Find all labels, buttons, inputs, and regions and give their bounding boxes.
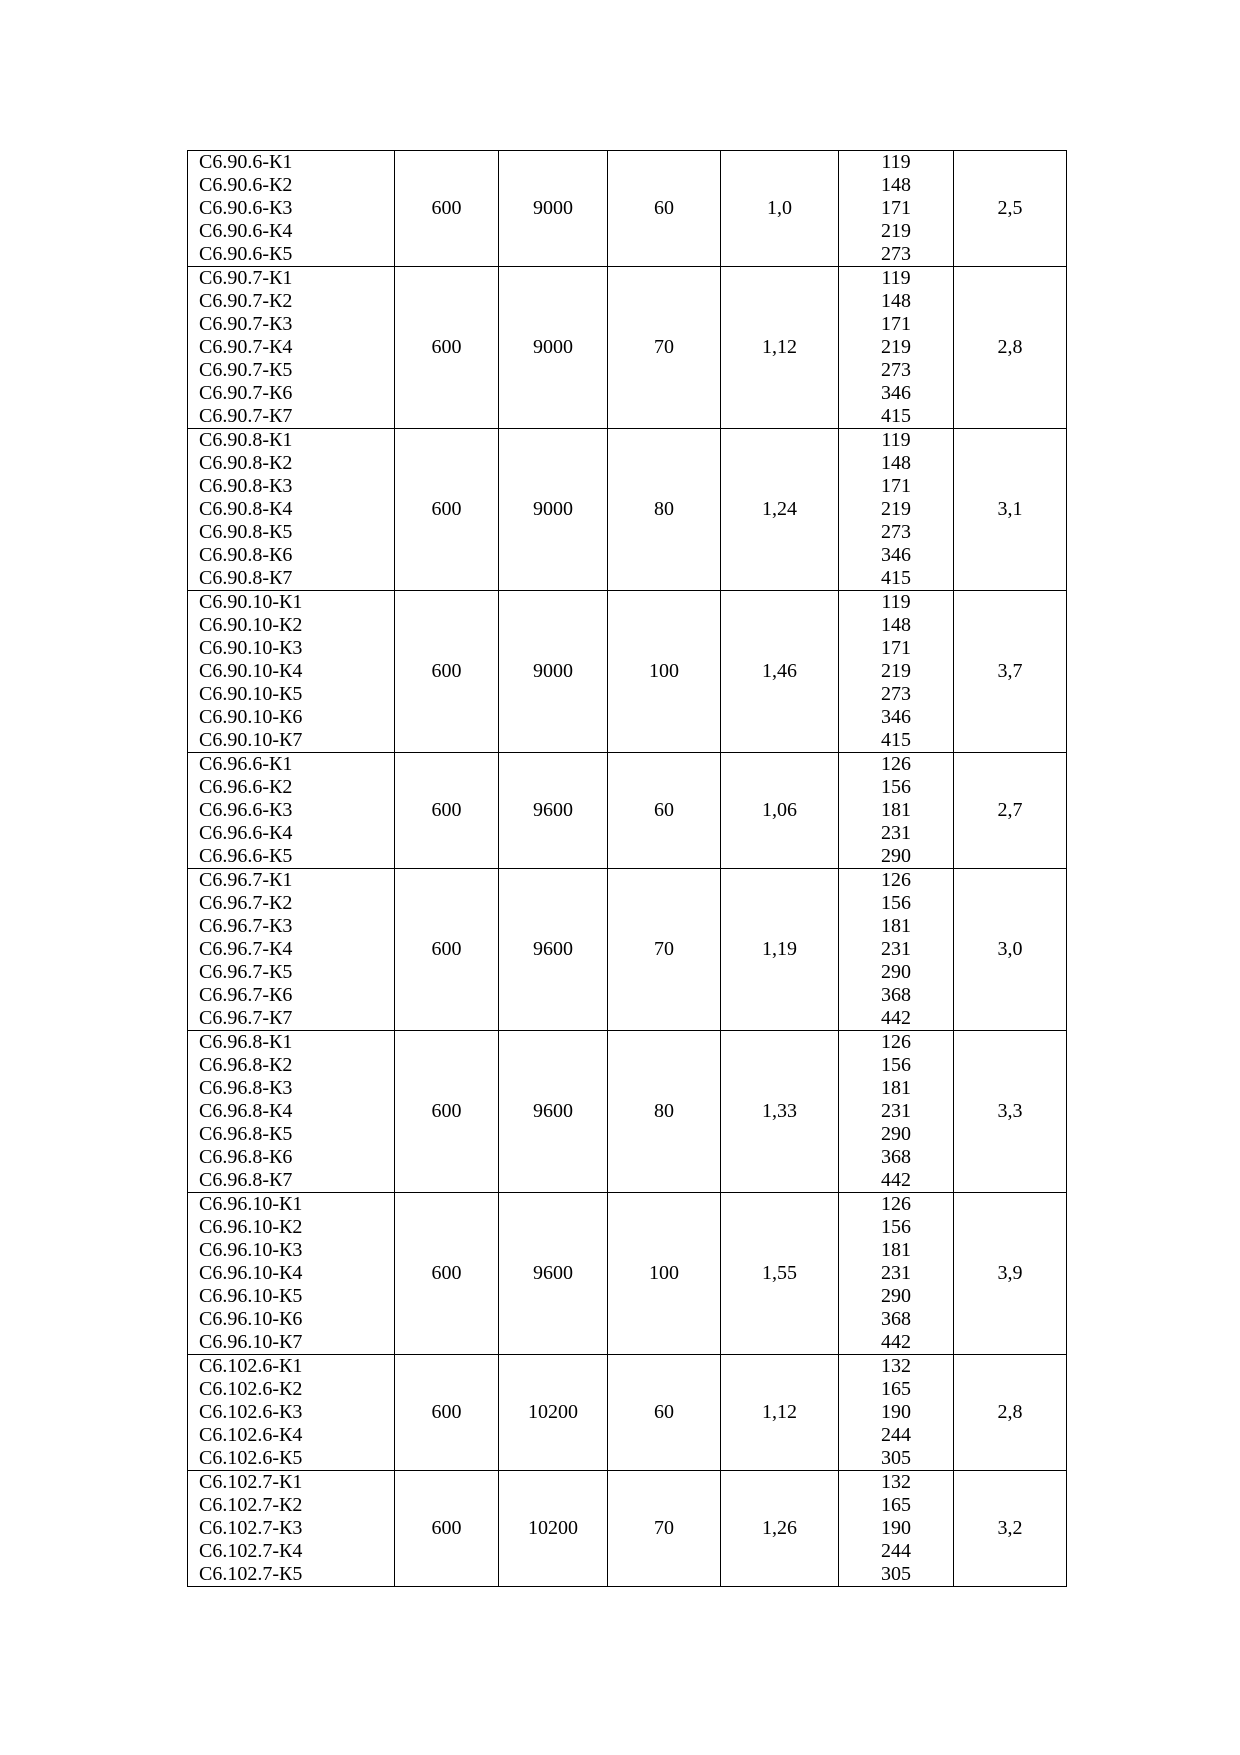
load-value: 231 xyxy=(881,1100,911,1122)
mass-cell: 3,2 xyxy=(954,1471,1067,1587)
product-mark: С6.96.7-К5 xyxy=(199,961,293,983)
load-value: 305 xyxy=(881,1563,911,1585)
product-mark: С6.96.8-К3 xyxy=(199,1077,293,1099)
product-mark: С6.90.8-К3 xyxy=(199,475,293,497)
load-value: 290 xyxy=(881,1123,911,1145)
loads-cell xyxy=(839,429,954,591)
product-mark: С6.96.8-К1 xyxy=(199,1031,293,1053)
product-mark: С6.90.6-К4 xyxy=(199,220,293,242)
volume-cell: 1,12 xyxy=(721,1355,839,1471)
load-value: 126 xyxy=(881,1193,911,1215)
load-value: 346 xyxy=(881,382,911,404)
loads-cell xyxy=(839,1193,954,1355)
mass-cell: 2,8 xyxy=(954,267,1067,429)
height-cell: 80 xyxy=(608,1031,721,1193)
loads-cell xyxy=(839,1355,954,1471)
load-value: 119 xyxy=(881,267,911,289)
product-marks-cell xyxy=(188,1355,395,1471)
product-mark: С6.102.6-К3 xyxy=(199,1401,303,1423)
load-value: 415 xyxy=(881,567,911,589)
product-marks-cell xyxy=(188,151,395,267)
product-mark: С6.96.7-К1 xyxy=(199,869,293,891)
product-marks-cell xyxy=(188,267,395,429)
loads-cell xyxy=(839,1031,954,1193)
product-mark: С6.96.7-К3 xyxy=(199,915,293,937)
load-value: 181 xyxy=(881,1077,911,1099)
height-cell: 60 xyxy=(608,1355,721,1471)
load-value: 156 xyxy=(881,892,911,914)
load-value: 148 xyxy=(881,174,911,196)
product-mark: С6.102.7-К1 xyxy=(199,1471,303,1493)
width-cell: 600 xyxy=(395,429,499,591)
length-cell: 9600 xyxy=(499,869,608,1031)
product-mark: С6.90.7-К6 xyxy=(199,382,293,404)
width-cell: 600 xyxy=(395,1031,499,1193)
load-value: 181 xyxy=(881,1239,911,1261)
product-mark: С6.102.7-К3 xyxy=(199,1517,303,1539)
product-mark: С6.90.10-К6 xyxy=(199,706,303,728)
length-cell: 10200 xyxy=(499,1471,608,1587)
product-mark: С6.96.10-К7 xyxy=(199,1331,303,1353)
load-value: 132 xyxy=(881,1355,911,1377)
length-cell: 10200 xyxy=(499,1355,608,1471)
length-cell: 9600 xyxy=(499,753,608,869)
volume-cell: 1,06 xyxy=(721,753,839,869)
volume-cell: 1,26 xyxy=(721,1471,839,1587)
product-mark: С6.90.10-К4 xyxy=(199,660,303,682)
load-value: 368 xyxy=(881,1146,911,1168)
width-cell: 600 xyxy=(395,753,499,869)
load-value: 171 xyxy=(881,637,911,659)
product-mark: С6.102.6-К1 xyxy=(199,1355,303,1377)
specification-table xyxy=(187,150,1067,1587)
load-value: 181 xyxy=(881,799,911,821)
table-row xyxy=(188,429,1067,591)
loads-cell xyxy=(839,267,954,429)
product-mark: С6.90.10-К5 xyxy=(199,683,303,705)
height-cell: 100 xyxy=(608,591,721,753)
product-mark: С6.102.7-К5 xyxy=(199,1563,303,1585)
product-mark: С6.90.8-К5 xyxy=(199,521,293,543)
product-mark: С6.96.6-К1 xyxy=(199,753,293,775)
load-value: 156 xyxy=(881,776,911,798)
load-value: 290 xyxy=(881,845,911,867)
load-value: 415 xyxy=(881,729,911,751)
product-mark: С6.90.6-К1 xyxy=(199,151,293,173)
product-marks-cell xyxy=(188,429,395,591)
product-mark: С6.96.6-К2 xyxy=(199,776,293,798)
product-mark: С6.90.6-К5 xyxy=(199,243,293,265)
product-mark: С6.102.6-К5 xyxy=(199,1447,303,1469)
product-mark: С6.96.10-К4 xyxy=(199,1262,303,1284)
load-value: 119 xyxy=(881,151,911,173)
loads-cell xyxy=(839,753,954,869)
width-cell: 600 xyxy=(395,591,499,753)
load-value: 148 xyxy=(881,452,911,474)
width-cell: 600 xyxy=(395,151,499,267)
product-mark: С6.96.8-К4 xyxy=(199,1100,293,1122)
load-value: 165 xyxy=(881,1494,911,1516)
product-mark: С6.90.8-К1 xyxy=(199,429,293,451)
product-mark: С6.90.8-К6 xyxy=(199,544,293,566)
width-cell: 600 xyxy=(395,869,499,1031)
mass-cell: 3,0 xyxy=(954,869,1067,1031)
product-mark: С6.90.7-К4 xyxy=(199,336,293,358)
length-cell: 9000 xyxy=(499,429,608,591)
load-value: 171 xyxy=(881,197,911,219)
load-value: 231 xyxy=(881,822,911,844)
loads-cell xyxy=(839,151,954,267)
product-mark: С6.90.10-К2 xyxy=(199,614,303,636)
table-row xyxy=(188,753,1067,869)
volume-cell: 1,0 xyxy=(721,151,839,267)
load-value: 181 xyxy=(881,915,911,937)
product-mark: С6.90.10-К1 xyxy=(199,591,303,613)
load-value: 273 xyxy=(881,683,911,705)
product-marks-cell xyxy=(188,753,395,869)
product-mark: С6.90.8-К7 xyxy=(199,567,293,589)
table-row xyxy=(188,869,1067,1031)
product-mark: С6.90.10-К7 xyxy=(199,729,303,751)
load-value: 156 xyxy=(881,1216,911,1238)
height-cell: 70 xyxy=(608,267,721,429)
load-value: 165 xyxy=(881,1378,911,1400)
product-mark: С6.90.8-К2 xyxy=(199,452,293,474)
load-value: 171 xyxy=(881,475,911,497)
height-cell: 100 xyxy=(608,1193,721,1355)
product-mark: С6.102.7-К2 xyxy=(199,1494,303,1516)
product-mark: С6.96.8-К6 xyxy=(199,1146,293,1168)
volume-cell: 1,33 xyxy=(721,1031,839,1193)
height-cell: 70 xyxy=(608,869,721,1031)
load-value: 171 xyxy=(881,313,911,335)
product-mark: С6.96.7-К6 xyxy=(199,984,293,1006)
load-value: 219 xyxy=(881,498,911,520)
product-mark: С6.96.7-К7 xyxy=(199,1007,293,1029)
volume-cell: 1,24 xyxy=(721,429,839,591)
length-cell: 9000 xyxy=(499,267,608,429)
table-row xyxy=(188,151,1067,267)
load-value: 273 xyxy=(881,359,911,381)
product-mark: С6.90.6-К2 xyxy=(199,174,293,196)
product-mark: С6.96.10-К2 xyxy=(199,1216,303,1238)
load-value: 442 xyxy=(881,1007,911,1029)
product-mark: С6.90.8-К4 xyxy=(199,498,293,520)
product-mark: С6.96.6-К4 xyxy=(199,822,293,844)
load-value: 190 xyxy=(881,1401,911,1423)
load-value: 219 xyxy=(881,660,911,682)
product-mark: С6.96.10-К6 xyxy=(199,1308,303,1330)
width-cell: 600 xyxy=(395,1193,499,1355)
product-mark: С6.96.8-К2 xyxy=(199,1054,293,1076)
product-mark: С6.90.7-К2 xyxy=(199,290,293,312)
product-marks-cell xyxy=(188,1193,395,1355)
mass-cell: 2,8 xyxy=(954,1355,1067,1471)
mass-cell: 2,5 xyxy=(954,151,1067,267)
load-value: 442 xyxy=(881,1169,911,1191)
load-value: 119 xyxy=(881,591,911,613)
table-row xyxy=(188,591,1067,753)
load-value: 219 xyxy=(881,336,911,358)
load-value: 126 xyxy=(881,1031,911,1053)
table-row xyxy=(188,1193,1067,1355)
load-value: 244 xyxy=(881,1540,911,1562)
load-value: 244 xyxy=(881,1424,911,1446)
load-value: 132 xyxy=(881,1471,911,1493)
height-cell: 80 xyxy=(608,429,721,591)
mass-cell: 3,1 xyxy=(954,429,1067,591)
load-value: 273 xyxy=(881,521,911,543)
load-value: 190 xyxy=(881,1517,911,1539)
height-cell: 60 xyxy=(608,753,721,869)
load-value: 305 xyxy=(881,1447,911,1469)
product-mark: С6.102.7-К4 xyxy=(199,1540,303,1562)
product-mark: С6.90.10-К3 xyxy=(199,637,303,659)
load-value: 156 xyxy=(881,1054,911,1076)
product-mark: С6.96.10-К5 xyxy=(199,1285,303,1307)
product-marks-cell xyxy=(188,1031,395,1193)
width-cell: 600 xyxy=(395,267,499,429)
product-marks-cell xyxy=(188,869,395,1031)
load-value: 368 xyxy=(881,1308,911,1330)
mass-cell: 3,3 xyxy=(954,1031,1067,1193)
load-value: 219 xyxy=(881,220,911,242)
load-value: 290 xyxy=(881,961,911,983)
load-value: 415 xyxy=(881,405,911,427)
loads-cell xyxy=(839,869,954,1031)
loads-cell xyxy=(839,591,954,753)
length-cell: 9600 xyxy=(499,1031,608,1193)
table-row xyxy=(188,1355,1067,1471)
product-mark: С6.90.7-К1 xyxy=(199,267,293,289)
mass-cell: 3,7 xyxy=(954,591,1067,753)
length-cell: 9000 xyxy=(499,151,608,267)
load-value: 119 xyxy=(881,429,911,451)
load-value: 273 xyxy=(881,243,911,265)
mass-cell: 3,9 xyxy=(954,1193,1067,1355)
product-mark: С6.96.8-К5 xyxy=(199,1123,293,1145)
product-mark: С6.90.7-К7 xyxy=(199,405,293,427)
load-value: 346 xyxy=(881,706,911,728)
product-mark: С6.90.7-К3 xyxy=(199,313,293,335)
product-mark: С6.102.6-К4 xyxy=(199,1424,303,1446)
product-mark: С6.96.10-К3 xyxy=(199,1239,303,1261)
load-value: 346 xyxy=(881,544,911,566)
mass-cell: 2,7 xyxy=(954,753,1067,869)
load-value: 442 xyxy=(881,1331,911,1353)
product-mark: С6.102.6-К2 xyxy=(199,1378,303,1400)
product-mark: С6.96.7-К4 xyxy=(199,938,293,960)
load-value: 368 xyxy=(881,984,911,1006)
product-mark: С6.96.7-К2 xyxy=(199,892,293,914)
load-value: 290 xyxy=(881,1285,911,1307)
table-row xyxy=(188,267,1067,429)
width-cell: 600 xyxy=(395,1355,499,1471)
product-mark: С6.90.7-К5 xyxy=(199,359,293,381)
load-value: 126 xyxy=(881,869,911,891)
volume-cell: 1,55 xyxy=(721,1193,839,1355)
product-mark: С6.96.6-К5 xyxy=(199,845,293,867)
volume-cell: 1,12 xyxy=(721,267,839,429)
table-body xyxy=(188,151,1067,1587)
volume-cell: 1,46 xyxy=(721,591,839,753)
height-cell: 70 xyxy=(608,1471,721,1587)
load-value: 231 xyxy=(881,1262,911,1284)
load-value: 148 xyxy=(881,614,911,636)
loads-cell xyxy=(839,1471,954,1587)
load-value: 148 xyxy=(881,290,911,312)
length-cell: 9600 xyxy=(499,1193,608,1355)
load-value: 231 xyxy=(881,938,911,960)
table-row xyxy=(188,1031,1067,1193)
length-cell: 9000 xyxy=(499,591,608,753)
product-mark: С6.96.6-К3 xyxy=(199,799,293,821)
product-marks-cell xyxy=(188,591,395,753)
volume-cell: 1,19 xyxy=(721,869,839,1031)
height-cell: 60 xyxy=(608,151,721,267)
width-cell: 600 xyxy=(395,1471,499,1587)
table-row xyxy=(188,1471,1067,1587)
load-value: 126 xyxy=(881,753,911,775)
product-mark: С6.96.10-К1 xyxy=(199,1193,303,1215)
product-mark: С6.90.6-К3 xyxy=(199,197,293,219)
product-mark: С6.96.8-К7 xyxy=(199,1169,293,1191)
product-marks-cell xyxy=(188,1471,395,1587)
